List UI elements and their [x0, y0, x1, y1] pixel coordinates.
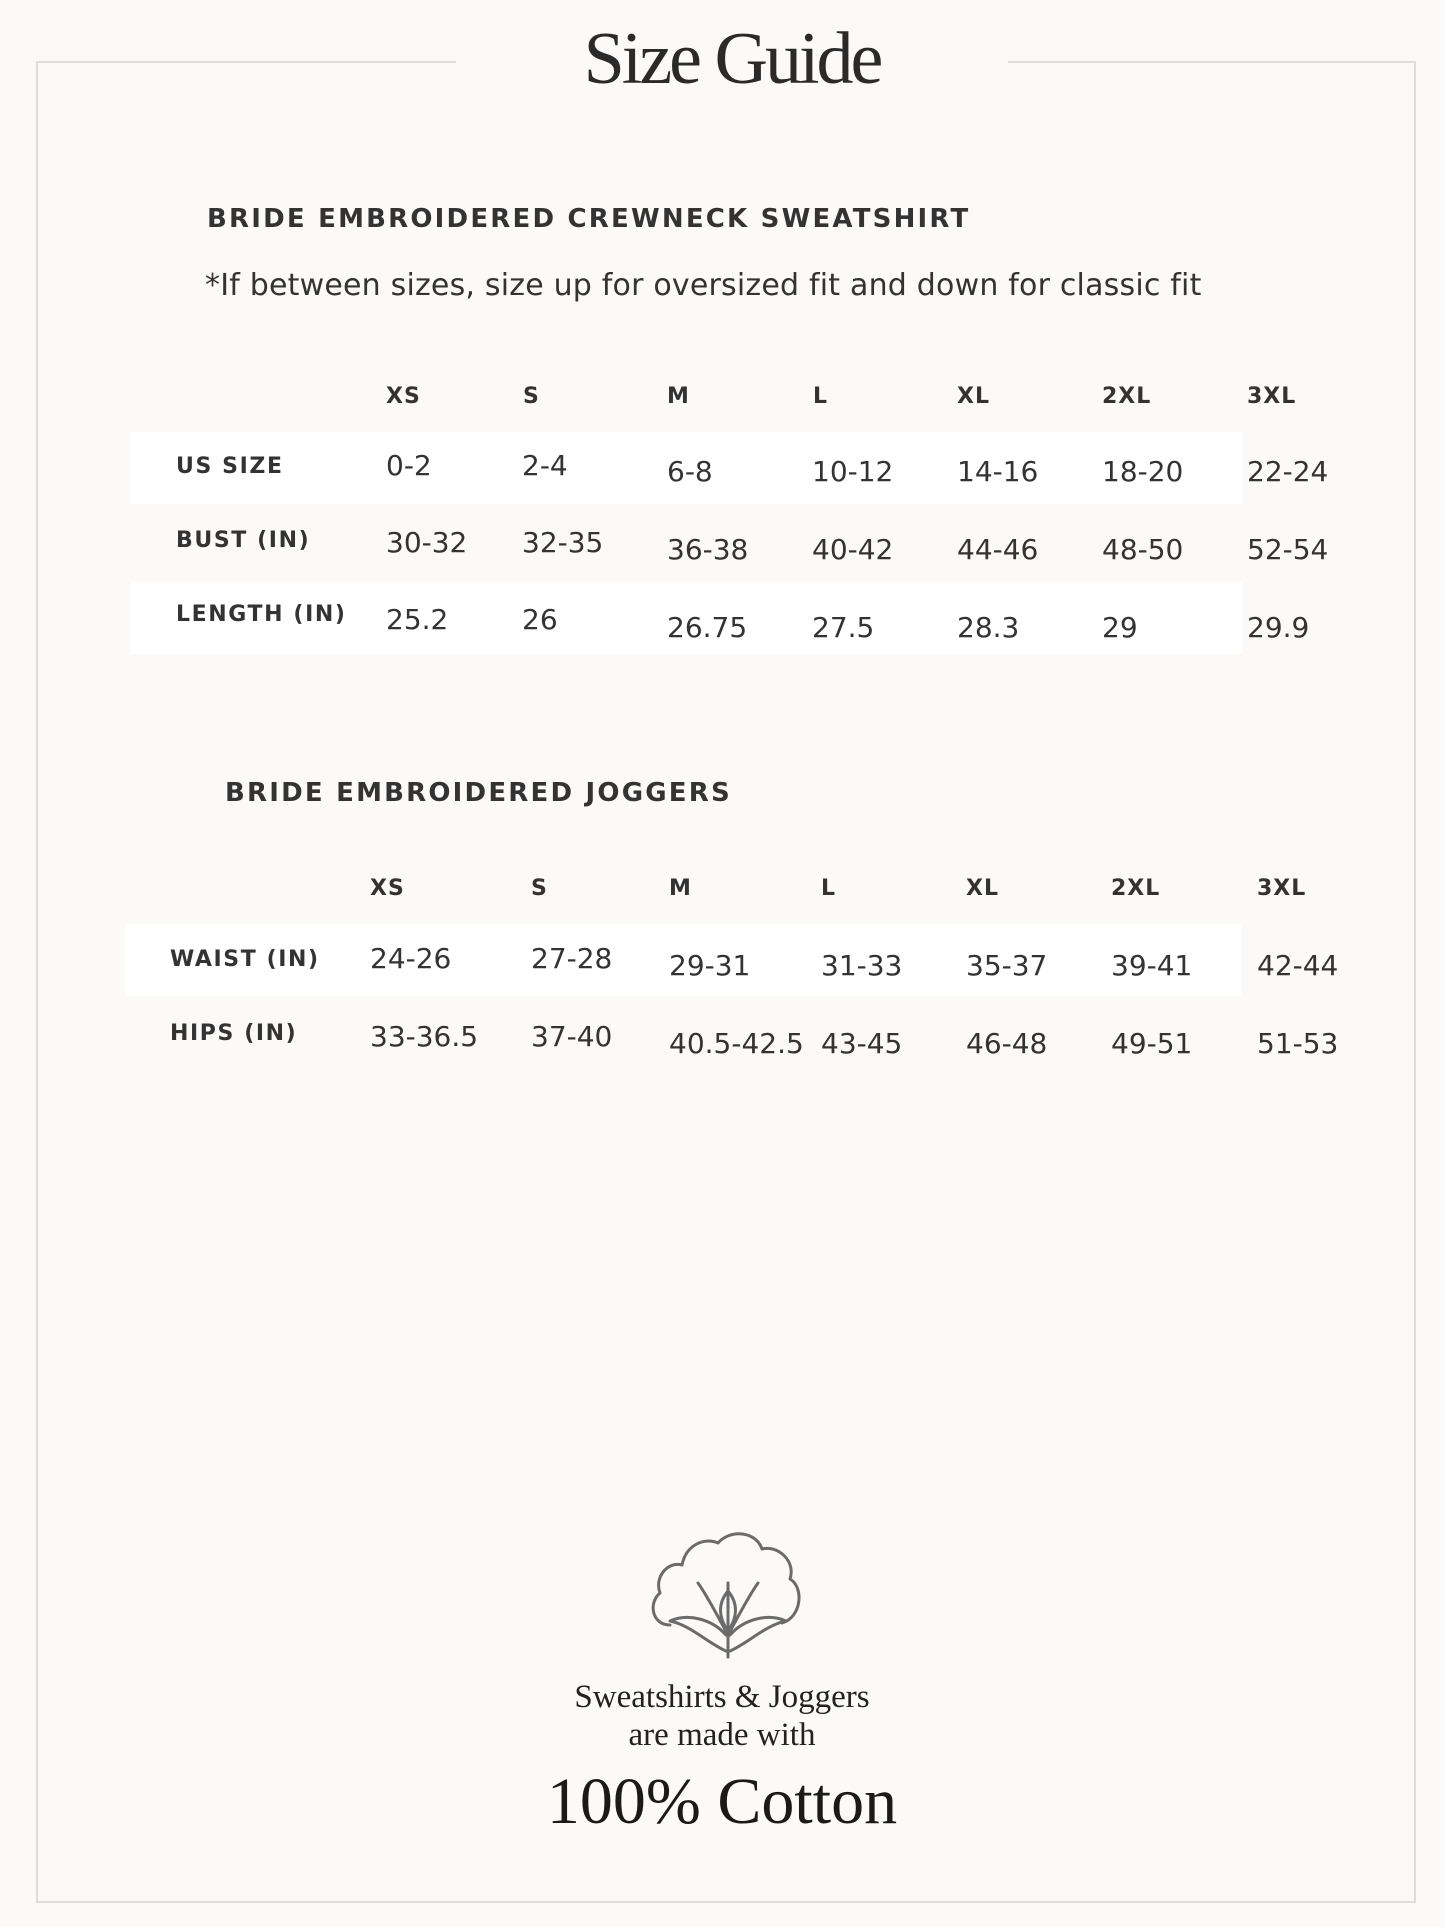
table-cell: 31-33	[821, 949, 903, 982]
table-cell: 37-40	[531, 1020, 613, 1053]
table-cell: 29.9	[1247, 611, 1310, 644]
table-cell: 6-8	[667, 455, 713, 488]
table-cell: 27-28	[531, 942, 613, 975]
size-header-xl: XL	[957, 384, 990, 409]
table-cell: 51-53	[1257, 1027, 1339, 1060]
table-cell: 26.75	[667, 611, 748, 644]
table-cell: 0-2	[386, 449, 432, 482]
table-cell: 48-50	[1102, 533, 1184, 566]
joggers-heading: BRIDE EMBROIDERED JOGGERS	[225, 778, 732, 808]
table-cell: 30-32	[386, 526, 468, 559]
table-cell: 43-45	[821, 1027, 903, 1060]
size-header-2xl: 2XL	[1111, 876, 1161, 901]
table-cell: 2-4	[522, 449, 568, 482]
footer-line-1: Sweatshirts & Joggers	[574, 1679, 870, 1715]
size-header-xs: XS	[370, 876, 405, 901]
size-header-3xl: 3XL	[1257, 876, 1307, 901]
size-header-l: L	[821, 876, 837, 901]
size-header-m: M	[669, 876, 692, 901]
table-cell: 29	[1102, 611, 1138, 644]
table-cell: 44-46	[957, 533, 1039, 566]
page-title: Size Guide	[583, 18, 881, 100]
size-header-3xl: 3XL	[1247, 384, 1297, 409]
row-label-waist: WAIST (IN)	[170, 947, 320, 972]
table-cell: 52-54	[1247, 533, 1329, 566]
table-cell: 10-12	[812, 455, 894, 488]
table-cell: 25.2	[386, 603, 449, 636]
table-cell: 39-41	[1111, 949, 1193, 982]
cotton-icon	[646, 1517, 806, 1665]
size-header-2xl: 2XL	[1102, 384, 1152, 409]
row-label-length: LENGTH (IN)	[176, 602, 347, 627]
sweatshirt-heading: BRIDE EMBROIDERED CREWNECK SWEATSHIRT	[207, 204, 971, 234]
table-cell: 28.3	[957, 611, 1020, 644]
table-cell: 49-51	[1111, 1027, 1193, 1060]
table-cell: 40.5-42.5	[669, 1027, 804, 1060]
table-cell: 18-20	[1102, 455, 1184, 488]
material-label: 100% Cotton	[546, 1765, 898, 1838]
size-header-s: S	[531, 876, 548, 901]
size-header-s: S	[523, 384, 540, 409]
table-cell: 42-44	[1257, 949, 1339, 982]
size-header-m: M	[667, 384, 690, 409]
table-cell: 40-42	[812, 533, 894, 566]
row-label-hips: HIPS (IN)	[170, 1021, 298, 1046]
table-cell: 32-35	[522, 526, 604, 559]
table-cell: 36-38	[667, 533, 749, 566]
row-label-bust: BUST (IN)	[176, 528, 311, 553]
table-cell: 22-24	[1247, 455, 1329, 488]
table-cell: 26	[522, 603, 558, 636]
footer-line-2: are made with	[628, 1717, 816, 1753]
table-cell: 33-36.5	[370, 1020, 479, 1053]
table-cell: 27.5	[812, 611, 875, 644]
table-cell: 35-37	[966, 949, 1048, 982]
table-cell: 46-48	[966, 1027, 1048, 1060]
table-cell: 29-31	[669, 949, 751, 982]
size-note: *If between sizes, size up for oversized fit and down for classic fit	[205, 268, 1202, 303]
size-header-xl: XL	[966, 876, 999, 901]
row-label-us-size: US SIZE	[176, 454, 284, 479]
size-header-l: L	[813, 384, 829, 409]
table-cell: 14-16	[957, 455, 1039, 488]
size-header-xs: XS	[386, 384, 421, 409]
table-cell: 24-26	[370, 942, 452, 975]
